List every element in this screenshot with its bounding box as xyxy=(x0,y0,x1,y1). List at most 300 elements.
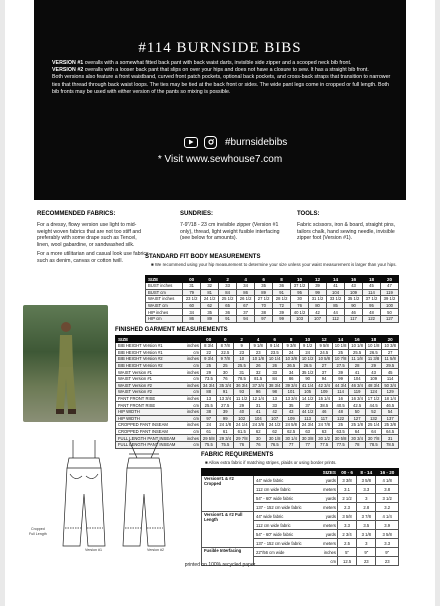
table-cell: 5" xyxy=(337,548,356,557)
table-row xyxy=(116,408,399,415)
table-cell: 9 7/8 xyxy=(217,356,233,363)
table-cell: 31 1/2 xyxy=(309,296,327,303)
version2-desc xyxy=(52,67,392,74)
row-label: BUST cm xyxy=(146,289,183,296)
row-label: WAIST cm xyxy=(146,302,183,309)
table-cell: 8 3/4 xyxy=(201,343,217,350)
table-cell: 127 xyxy=(381,315,399,322)
table-cell: 26.5 xyxy=(299,362,315,369)
table-cell: 105 xyxy=(299,389,315,396)
table-cell: 29 xyxy=(233,402,249,409)
table-cell: 30 1/8 xyxy=(266,435,282,442)
table-cell: 100 xyxy=(381,302,399,309)
fabric-unit: cm xyxy=(318,557,338,566)
table-cell: 13 3/4 xyxy=(283,395,299,402)
row-unit: cm xyxy=(184,428,200,435)
table-cell: 44 3/4 xyxy=(332,382,348,389)
row-label: HIP WIDTH xyxy=(116,415,185,422)
table-cell: 38.5 xyxy=(316,402,332,409)
table-cell: 4 1/8 xyxy=(376,476,399,485)
size-cell: 18 xyxy=(363,276,381,283)
table-cell: 34 xyxy=(183,309,201,316)
table-cell: 22 xyxy=(201,349,217,356)
table-cell: 23 xyxy=(233,349,249,356)
table-cell: 35 xyxy=(201,309,219,316)
table-cell: 27.5 xyxy=(332,362,348,369)
fabric-width: 54" - 60" wide fabric xyxy=(254,494,318,503)
table-cell: 41 xyxy=(327,283,345,290)
size-cell: 00 xyxy=(183,276,201,283)
fabric-width: 44" wide fabric xyxy=(254,512,318,521)
table-cell: 93 xyxy=(233,389,249,396)
table-row xyxy=(116,349,399,356)
table-cell: 78 xyxy=(349,441,365,448)
size-cell: 16 - 20 xyxy=(376,469,399,476)
table-cell: 25.5 xyxy=(349,349,365,356)
table-cell: 30 5/8 xyxy=(332,435,348,442)
table-cell: 17 1/2 xyxy=(365,395,381,402)
table-cell: 25 xyxy=(332,422,348,429)
table-cell: 9 xyxy=(233,343,249,350)
table-cell: 9 1/4 xyxy=(266,343,282,350)
version1-text: overalls with a somewhat fitted back pant with back waist darts, invisible side zipper and a scooped neck bib front. xyxy=(83,60,352,66)
garment-measurements-heading: FINISHED GARMENT MEASUREMENTS xyxy=(115,327,228,333)
table-cell: 27 xyxy=(382,349,399,356)
pattern-back-cover xyxy=(5,0,435,606)
table-cell: 122 xyxy=(332,415,348,422)
table-cell: 63 xyxy=(316,428,332,435)
table-cell: 30 3/4 xyxy=(349,435,365,442)
table-cell: 24 xyxy=(299,349,315,356)
table-cell: 3 7/8 xyxy=(357,512,376,521)
table-cell: 3 xyxy=(357,494,376,503)
table-cell: 25 1/2 xyxy=(219,296,237,303)
table-cell: 44 1/2 xyxy=(299,408,315,415)
table-cell: 32 xyxy=(250,369,266,376)
row-label: HIP cm xyxy=(146,315,183,322)
table-cell: 45 xyxy=(382,369,399,376)
table-cell: 47 xyxy=(381,283,399,290)
row-unit: cm xyxy=(184,415,200,422)
label-cropped: Cropped xyxy=(31,527,45,531)
row-label: BIB HEIGHT Version #1 xyxy=(116,343,185,350)
table-cell: 46 3/4 xyxy=(349,382,365,389)
table-cell: 12 1/4 xyxy=(250,395,266,402)
table-cell: 52 xyxy=(365,408,381,415)
table-cell: 10 1/8 xyxy=(250,356,266,363)
table-cell: 10 1/4 xyxy=(266,356,282,363)
table-cell: 75.5 xyxy=(201,441,217,448)
table-cell: 12.5 xyxy=(337,557,356,566)
table-cell: 24.5 xyxy=(316,349,332,356)
size-label: SIZE xyxy=(116,336,201,343)
table-cell: 26 xyxy=(250,362,266,369)
table-cell: 24 1/2 xyxy=(201,296,219,303)
row-label: BIB HEIGHT Version #1 xyxy=(116,349,185,356)
table-cell: 29.5 xyxy=(382,362,399,369)
table-cell: 29 3/4 xyxy=(217,435,233,442)
table-cell: 31 xyxy=(233,369,249,376)
table-cell: 29 7/8 xyxy=(233,435,249,442)
table-cell: 62.5 xyxy=(283,428,299,435)
table-cell: 76 xyxy=(250,441,266,448)
fabric-width: 44" wide fabric xyxy=(254,476,318,485)
table-row xyxy=(116,375,399,382)
fabric-width: 54" - 60" wide fabric xyxy=(254,530,318,539)
table-cell: 72 xyxy=(273,302,291,309)
table-cell: 30 3/8 xyxy=(299,435,315,442)
footer-note: printed on 100% recycled paper xyxy=(184,562,256,568)
table-cell: 39 xyxy=(217,408,233,415)
version2-label: VERSION #2 xyxy=(52,67,84,74)
table-cell: 79 xyxy=(183,289,201,296)
table-row xyxy=(116,402,399,409)
table-cell: 114 xyxy=(382,375,399,382)
row-label: CROPPED PANT INSEAM xyxy=(116,428,185,435)
table-cell: 48 xyxy=(363,309,381,316)
table-cell: 30 7/8 xyxy=(365,435,381,442)
row-label: WAIST Version #2 xyxy=(116,389,185,396)
table-row xyxy=(116,362,399,369)
row-unit: inches xyxy=(184,435,200,442)
table-cell: 39 xyxy=(273,309,291,316)
size-cell: 8 xyxy=(283,336,299,343)
table-cell: 38 xyxy=(201,408,217,415)
table-cell: 97 xyxy=(201,415,217,422)
table-cell: 10 3/8 xyxy=(283,356,299,363)
table-cell: 46 xyxy=(345,309,363,316)
garment-measurements-table xyxy=(115,335,399,449)
table-cell: 63 xyxy=(299,428,315,435)
table-cell: 86 xyxy=(283,375,299,382)
table-cell: 34 xyxy=(283,369,299,376)
row-label: WAIST Version #1 xyxy=(116,375,185,382)
table-cell: 32 xyxy=(201,283,219,290)
table-cell: 91 xyxy=(273,289,291,296)
table-cell: 73.5 xyxy=(201,375,217,382)
table-cell: 60 xyxy=(183,302,201,309)
table-cell: 26.5 xyxy=(365,349,381,356)
table-cell: 35 1/2 xyxy=(299,369,315,376)
table-cell: 39 1/2 xyxy=(381,296,399,303)
row-unit: cm xyxy=(184,441,200,448)
table-row xyxy=(116,389,399,396)
row-unit: cm xyxy=(184,375,200,382)
table-cell: 24 xyxy=(201,422,217,429)
size-cell: 8 xyxy=(273,276,291,283)
version1-label: VERSION #1 xyxy=(52,60,84,66)
table-cell: 43 xyxy=(365,369,381,376)
table-cell: 25.5 xyxy=(201,402,217,409)
table-cell: 34 xyxy=(237,283,255,290)
row-unit: inches xyxy=(184,408,200,415)
table-cell: 35 xyxy=(255,283,273,290)
social-handle: #burnsidebibs xyxy=(225,136,288,148)
table-cell: 11 3/8 xyxy=(365,356,381,363)
table-cell: 91 xyxy=(217,389,233,396)
tools-text: Fabric scissors, iron & board, straight pins, tailors chalk, hand sewing needle, invisible zipper foot (Version #1). xyxy=(297,222,396,242)
table-cell: 39 3/4 xyxy=(283,382,299,389)
table-cell: 18 1/4 xyxy=(382,395,399,402)
sundries-heading: SUNDRIES: xyxy=(180,211,214,217)
table-cell: 37 xyxy=(299,402,315,409)
table-row xyxy=(146,283,399,290)
table-cell: 23 xyxy=(376,557,399,566)
table-cell: 78.5 xyxy=(365,441,381,448)
table-cell: 99 xyxy=(273,315,291,322)
table-row xyxy=(116,382,399,389)
table-cell: 63.5 xyxy=(332,428,348,435)
size-cell: 20 xyxy=(382,336,399,343)
table-cell: 62 xyxy=(201,302,219,309)
table-cell: 45 xyxy=(363,283,381,290)
table-cell: 84 xyxy=(266,375,282,382)
row-label: BUST inches xyxy=(146,283,183,290)
table-cell: 61 xyxy=(201,428,217,435)
table-row xyxy=(116,343,399,350)
table-cell: 10 1/8 xyxy=(349,343,365,350)
table-cell: 85 xyxy=(327,302,345,309)
table-cell: 23 xyxy=(250,349,266,356)
size-header-row xyxy=(146,276,399,283)
size-cell: 0 xyxy=(201,276,219,283)
table-cell: 30 xyxy=(250,435,266,442)
size-cell: 18 xyxy=(365,336,381,343)
row-label: BIB HEIGHT Version #2 xyxy=(116,362,185,369)
group-label: Fusible Interfacing xyxy=(202,548,254,566)
table-cell: 37 1/2 xyxy=(291,283,309,290)
table-cell: 30 1/2 xyxy=(316,435,332,442)
table-cell: 96 xyxy=(250,389,266,396)
table-cell: 10 7/8 xyxy=(332,356,348,363)
table-cell: 46.5 xyxy=(382,402,399,409)
size-label: SIZES xyxy=(202,469,338,476)
table-cell: 9 1/8 xyxy=(250,343,266,350)
table-cell: 4 1/4 xyxy=(376,512,399,521)
row-label: HIP WIDTH xyxy=(116,408,185,415)
instagram-icon[interactable] xyxy=(204,136,217,149)
table-cell: 50 xyxy=(381,309,399,316)
row-label: PANT FRONT RISE xyxy=(116,402,185,409)
size-header-row xyxy=(116,336,399,343)
table-row xyxy=(202,476,399,485)
table-cell: 62 xyxy=(250,428,266,435)
table-row xyxy=(116,369,399,376)
fabric-unit: meters xyxy=(318,521,338,530)
table-cell: 24 xyxy=(283,349,299,356)
table-cell: 77 xyxy=(283,441,299,448)
table-cell: 22.5 xyxy=(217,349,233,356)
group-label: Version#1 & #2 Full Length xyxy=(202,512,254,548)
size-cell: 16 xyxy=(345,276,363,283)
table-cell: 37 3/4 xyxy=(250,382,266,389)
table-cell: 81.5 xyxy=(250,375,266,382)
header-panel xyxy=(34,0,406,200)
table-cell: 3.3 xyxy=(337,521,356,530)
table-cell: 37 1/2 xyxy=(363,296,381,303)
table-cell: 10 1/8 xyxy=(332,343,348,350)
table-row xyxy=(116,428,399,435)
row-unit: inches xyxy=(184,369,200,376)
fabric-unit: meters xyxy=(318,503,338,512)
table-cell: 11 5/8 xyxy=(382,356,399,363)
table-cell: 70 xyxy=(255,302,273,309)
table-cell: 65 xyxy=(219,302,237,309)
row-label: WAIST Version #2 xyxy=(116,382,185,389)
row-unit: inches xyxy=(184,382,200,389)
table-cell: 137 xyxy=(382,415,399,422)
row-label: CROPPED PANT INSEAM xyxy=(116,422,185,429)
table-cell: 33 xyxy=(266,369,282,376)
table-cell: 31 xyxy=(382,435,399,442)
table-cell: 3.3 xyxy=(376,539,399,548)
table-cell: 61.5 xyxy=(233,428,249,435)
table-cell: 129 xyxy=(382,389,399,396)
table-cell: 109 xyxy=(316,389,332,396)
version2-text: overalls with a looser back pant that slips on over your hips and does not have a closure to sew. It has a straight bib front. xyxy=(83,67,369,74)
table-cell: 3.8 xyxy=(376,485,399,494)
table-cell: 77.5 xyxy=(316,441,332,448)
table-cell: 95 xyxy=(363,302,381,309)
size-cell: 14 xyxy=(332,336,348,343)
table-cell: 109 xyxy=(345,289,363,296)
table-cell: 25.5 xyxy=(233,362,249,369)
table-cell: 25 xyxy=(332,349,348,356)
table-cell: 41 xyxy=(250,408,266,415)
recommended-text-2: For a more utilitarian and casual look use fabrics such as denim, canvas or cotton twill. xyxy=(37,251,149,264)
recommended-text-1: For a dressy, flowy version use light to mid-weight woven fabrics that are not too stiff and preferably with some drape such as Tencel, linen, wool gabardine, or sandwashed silk. xyxy=(37,222,142,248)
table-cell: 48 3/4 xyxy=(365,382,381,389)
youtube-icon[interactable] xyxy=(184,137,198,148)
table-cell: 28 xyxy=(349,362,365,369)
pattern-title: #114 BURNSIDE BIBS xyxy=(138,40,302,56)
size-cell: 4 xyxy=(237,276,255,283)
table-cell: 8 7/8 xyxy=(217,343,233,350)
fabric-unit: meters xyxy=(318,539,338,548)
table-cell: 90 xyxy=(345,302,363,309)
table-cell: 25 1/8 xyxy=(349,422,365,429)
table-cell: 103 xyxy=(291,315,309,322)
table-cell: 15 1/4 xyxy=(316,395,332,402)
table-cell: 43 xyxy=(283,408,299,415)
label-version1: Version #1 xyxy=(85,548,102,552)
row-unit: inches xyxy=(184,422,200,429)
table-cell: 46 xyxy=(316,408,332,415)
table-cell: 25 1/4 xyxy=(365,422,381,429)
table-cell: 62 xyxy=(266,428,282,435)
row-label: FULL LENGTH PANT INSEAM xyxy=(116,435,185,442)
table-cell: 41 1/4 xyxy=(299,382,315,389)
table-cell: 3.2 xyxy=(376,503,399,512)
table-cell: 95 xyxy=(291,289,309,296)
table-cell: 77 xyxy=(299,441,315,448)
table-cell: 35 xyxy=(283,402,299,409)
table-cell: 42 xyxy=(266,408,282,415)
table-cell: 88 xyxy=(201,389,217,396)
table-cell: 26 1/2 xyxy=(237,296,255,303)
table-cell: 3 5/8 xyxy=(376,530,399,539)
table-cell: 28 1/2 xyxy=(273,296,291,303)
table-cell: 13 xyxy=(266,395,282,402)
fabric-unit: yards xyxy=(318,530,338,539)
table-cell: 9 5/8 xyxy=(316,343,332,350)
size-cell: 2 xyxy=(233,336,249,343)
row-unit: cm xyxy=(184,389,200,396)
table-cell: 104 xyxy=(349,375,365,382)
table-cell: 124 xyxy=(365,389,381,396)
table-cell: 119 xyxy=(349,389,365,396)
website-link[interactable]: * Visit www.sewhouse7.com xyxy=(157,154,283,165)
recommended-fabrics-heading: RECOMMENDED FABRICS: xyxy=(37,211,116,217)
size-cell: 00 xyxy=(201,336,217,343)
table-cell: 40.5 xyxy=(332,402,348,409)
table-cell: 9 1/2 xyxy=(299,343,315,350)
table-cell: 39 xyxy=(332,369,348,376)
table-cell: 2 3/4 xyxy=(337,530,356,539)
fabric-width: 22"/56 cm wide xyxy=(254,548,318,557)
table-cell: 44 xyxy=(327,309,345,316)
table-cell: 25 xyxy=(201,362,217,369)
table-cell: 11 1/8 xyxy=(349,356,365,363)
table-cell: 30 1/4 xyxy=(283,435,299,442)
table-cell: 78.5 xyxy=(382,441,399,448)
table-row xyxy=(116,422,399,429)
table-cell: 94 xyxy=(237,315,255,322)
table-cell: 24 5/8 xyxy=(283,422,299,429)
row-unit: cm xyxy=(184,402,200,409)
table-cell: 3.9 xyxy=(376,521,399,530)
table-cell: 127 xyxy=(349,415,365,422)
fabric-requirements-heading: FABRIC REQUIREMENTS xyxy=(201,452,274,458)
fabric-width: 137 - 152 cm wide fabric xyxy=(254,539,318,548)
table-cell: 3 xyxy=(357,539,376,548)
table-cell: 24 3/4 xyxy=(299,422,315,429)
fabric-unit: yards xyxy=(318,512,338,521)
table-cell: 43 xyxy=(345,283,363,290)
table-cell: 98 xyxy=(266,389,282,396)
table-cell: 24 1/8 xyxy=(217,422,233,429)
table-cell: 101 xyxy=(283,389,299,396)
table-cell: 27 xyxy=(316,362,332,369)
table-row xyxy=(202,512,399,521)
table-cell: 76 xyxy=(233,441,249,448)
table-cell: 42 3/4 xyxy=(316,382,332,389)
size-cell: 16 xyxy=(349,336,365,343)
table-cell: 67 xyxy=(237,302,255,309)
table-row xyxy=(146,289,399,296)
table-cell: 29 xyxy=(201,369,217,376)
table-cell: 36 xyxy=(219,309,237,316)
table-cell: 41 xyxy=(349,369,365,376)
table-cell: 86 xyxy=(183,315,201,322)
table-cell: 31 xyxy=(183,283,201,290)
table-row xyxy=(146,296,399,303)
table-cell: 107 xyxy=(309,315,327,322)
size-cell: 6 xyxy=(255,276,273,283)
row-unit: cm xyxy=(184,349,200,356)
table-cell: 107 xyxy=(266,415,282,422)
table-cell: 64.5 xyxy=(382,428,399,435)
table-cell: 36 3/4 xyxy=(233,382,249,389)
table-cell: 54 xyxy=(382,408,399,415)
size-cell: 20 xyxy=(381,276,399,283)
size-cell: 10 xyxy=(291,276,309,283)
label-version2: Version #2 xyxy=(147,548,164,552)
table-cell: 33 xyxy=(219,283,237,290)
table-cell: 61 xyxy=(217,428,233,435)
table-cell: 39 xyxy=(309,283,327,290)
row-label: HIP inches xyxy=(146,309,183,316)
